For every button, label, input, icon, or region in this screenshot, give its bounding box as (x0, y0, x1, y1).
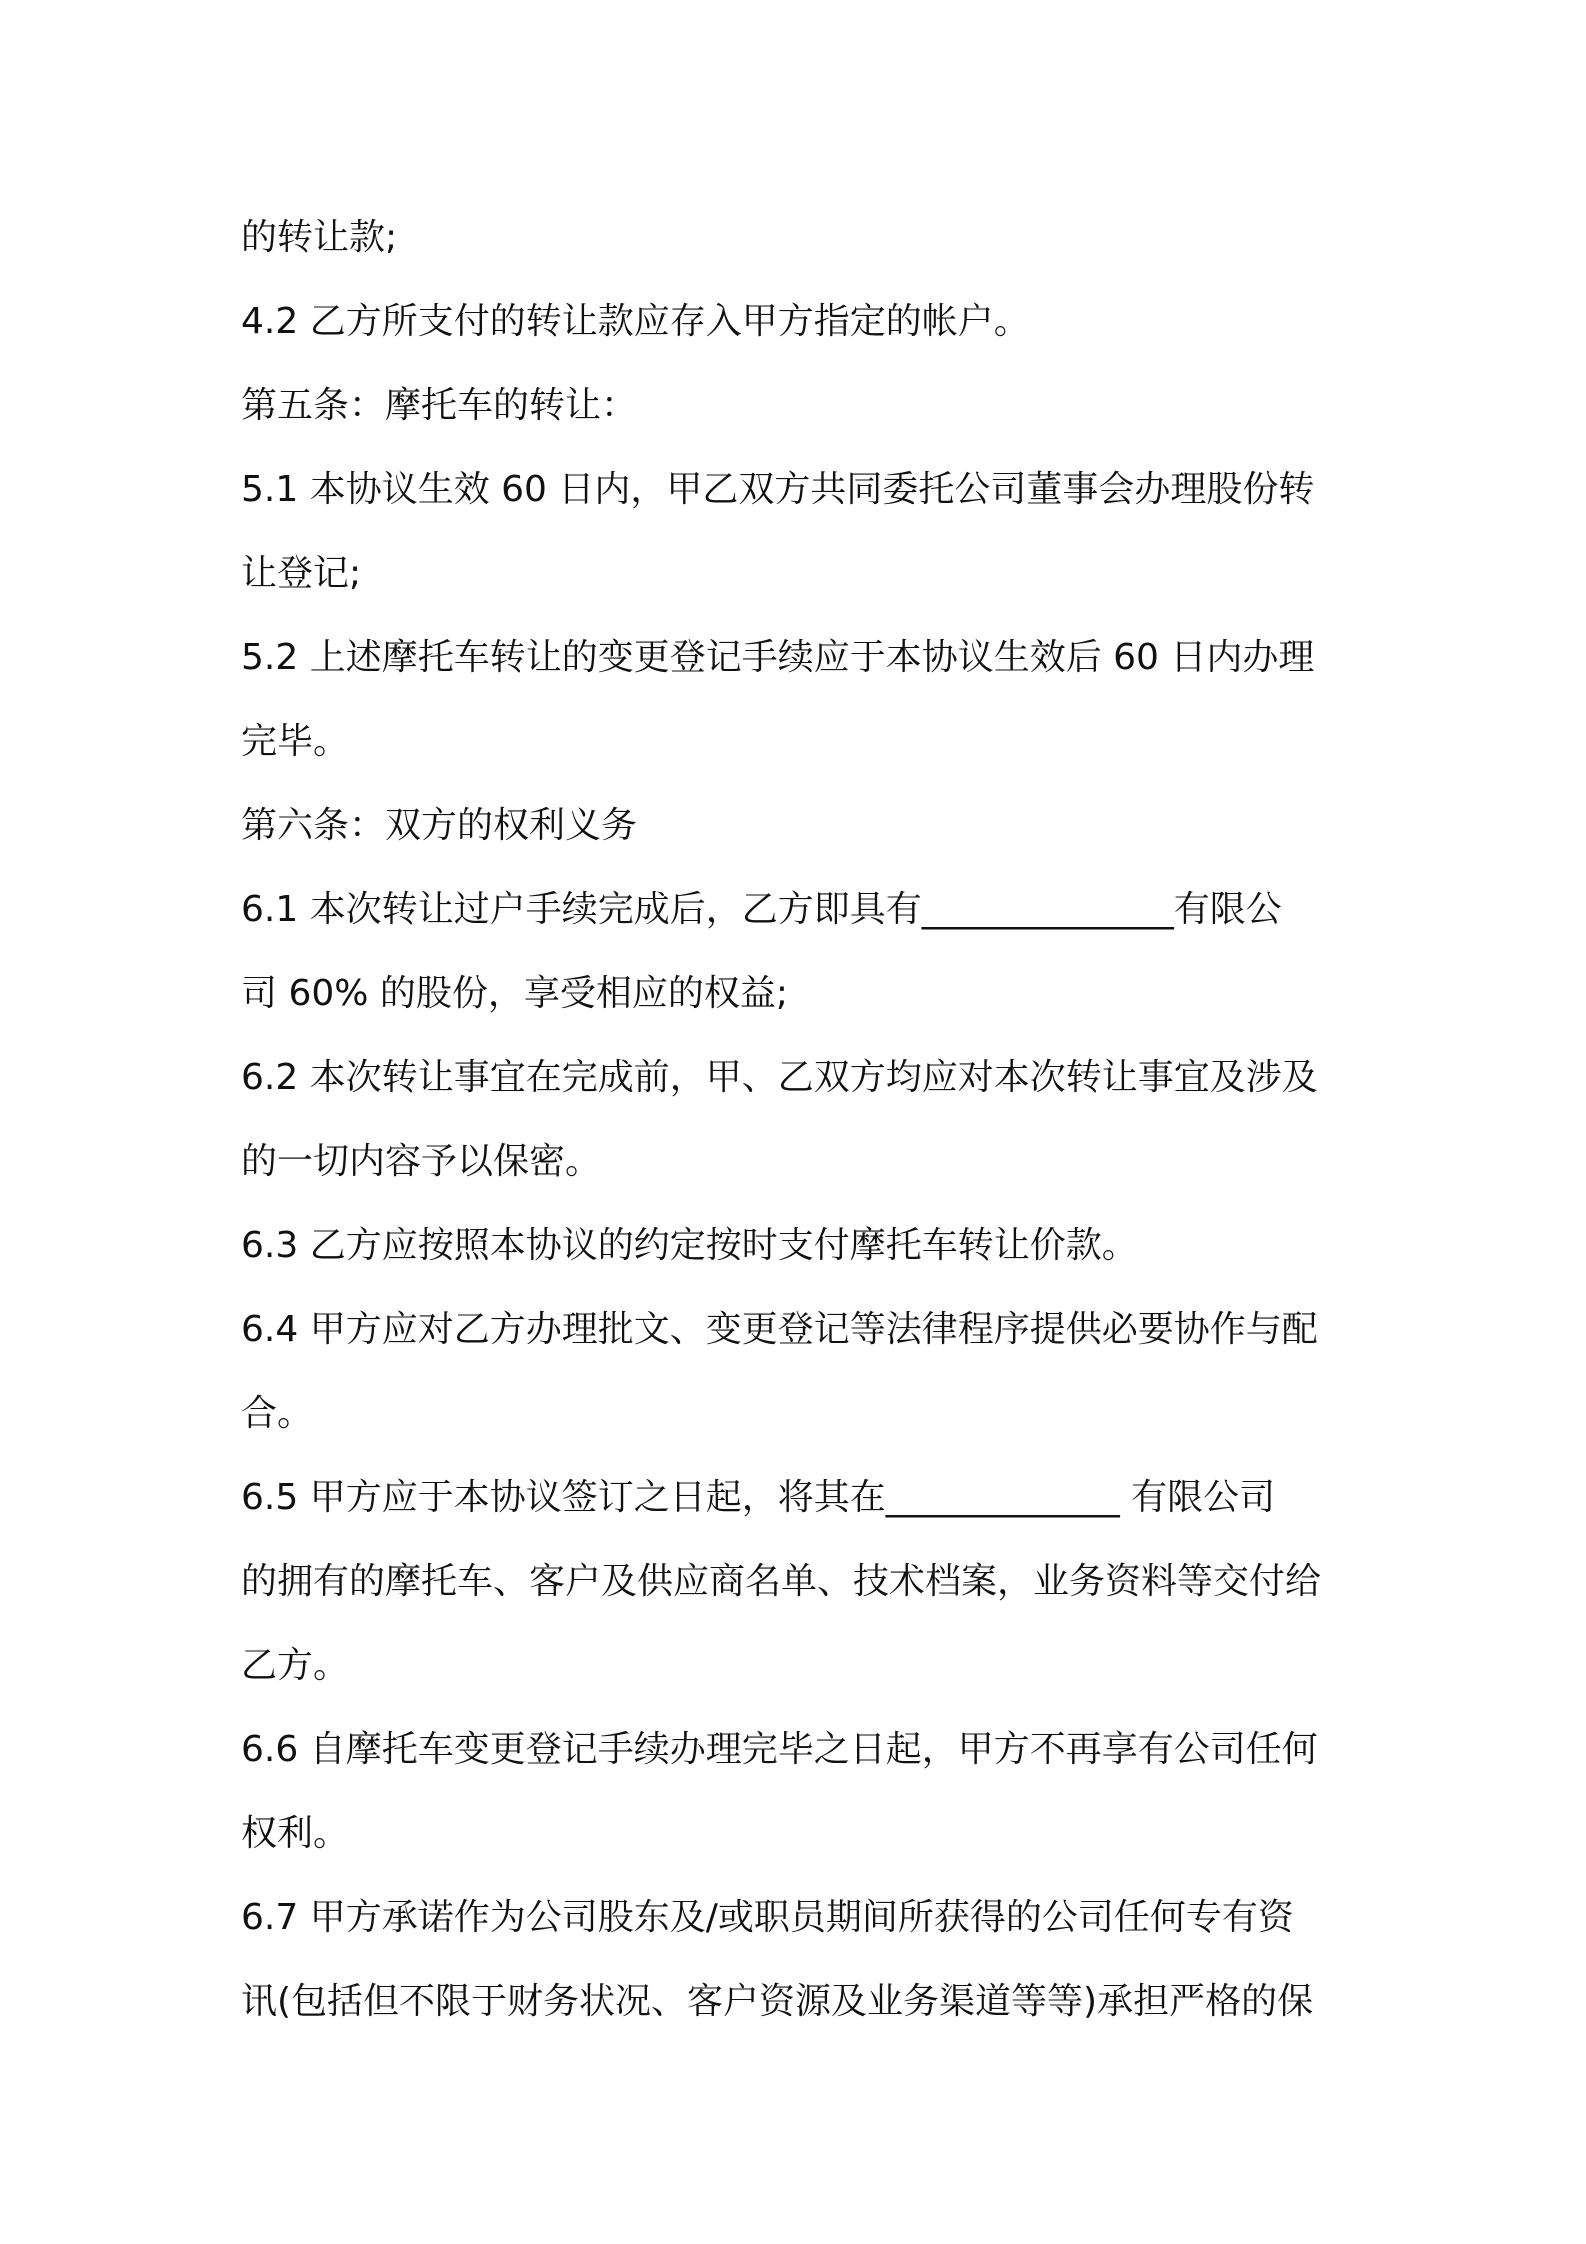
text-line: 6.2 本次转让事宜在完成前，甲、乙双方均应对本次转让事宜及涉及 (241, 1057, 1318, 1098)
text-line: 的转让款; (241, 217, 398, 258)
text-line: 6.4 甲方应对乙方办理批文、变更登记等法律程序提供必要协作与配 (241, 1309, 1318, 1350)
text-line: 合。 (241, 1393, 314, 1434)
text-line: 乙方。 (241, 1645, 350, 1686)
text-line: 让登记; (241, 553, 362, 594)
text-line: 完毕。 (241, 721, 350, 762)
text-line: 的拥有的摩托车、客户及供应商名单、技术档案，业务资料等交付给 (241, 1561, 1322, 1602)
text-line: 的一切内容予以保密。 (241, 1141, 602, 1182)
text-line: 讯(包括但不限于财务状况、客户资源及业务渠道等等)承担严格的保 (241, 1981, 1314, 2022)
text-line: 5.1 本协议生效 60 日内，甲乙双方共同委托公司董事会办理股份转 (241, 469, 1315, 510)
text-line: 6.3 乙方应按照本协议的约定按时支付摩托车转让价款。 (241, 1225, 1138, 1266)
section-heading: 第六条：双方的权利义务 (241, 805, 638, 846)
text-line: 5.2 上述摩托车转让的变更登记手续应于本协议生效后 60 日内办理 (241, 637, 1315, 678)
text-line: 司 60% 的股份，享受相应的权益; (241, 973, 789, 1014)
section-heading: 第五条：摩托车的转让： (241, 385, 638, 426)
document-body (241, 196, 1361, 2044)
text-line: 6.5 甲方应于本协议签订之日起，将其在_____________ 有限公司 (241, 1477, 1276, 1518)
text-line: 6.6 自摩托车变更登记手续办理完毕之日起，甲方不再享有公司任何 (241, 1729, 1318, 1770)
text-line: 6.7 甲方承诺作为公司股东及/或职员期间所获得的公司任何专有资 (241, 1897, 1294, 1938)
text-line: 4.2 乙方所支付的转让款应存入甲方指定的帐户。 (241, 301, 1030, 342)
text-line: 6.1 本次转让过户手续完成后，乙方即具有______________有限公 (241, 889, 1282, 930)
text-line: 权利。 (241, 1813, 350, 1854)
